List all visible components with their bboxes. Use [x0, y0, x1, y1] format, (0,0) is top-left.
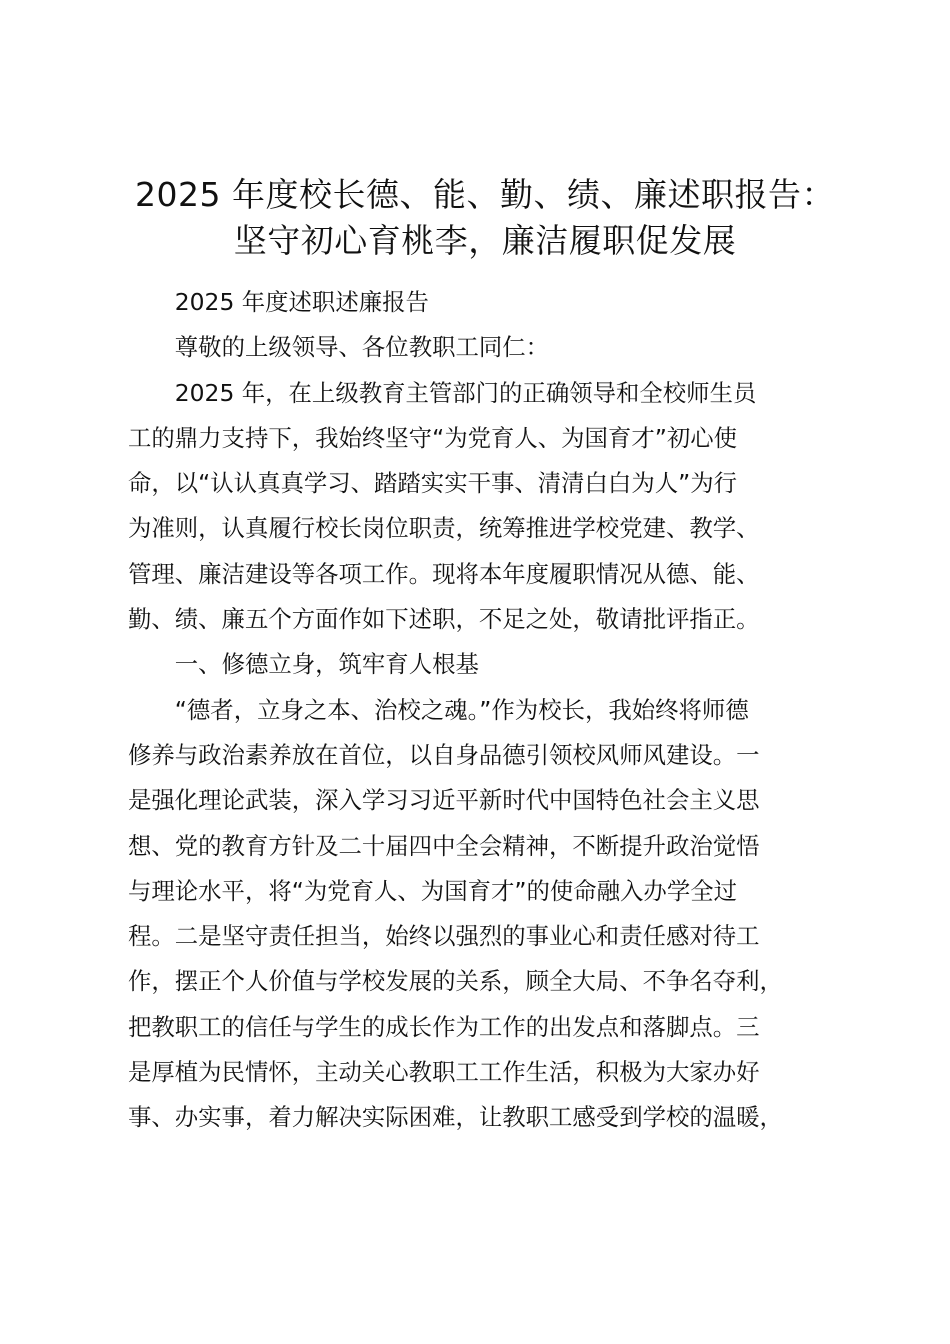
- document-body: [128, 280, 838, 1141]
- title-line-1: 2025 年度校长德、能、勤、绩、廉述职报告：: [135, 175, 835, 214]
- section-line: 修养与政治素养放在首位，以自身品德引领校风师风建设。一: [128, 740, 760, 769]
- intro-line: 勤、绩、廉五个方面作如下述职，不足之处，敬请批评指正。: [128, 605, 760, 634]
- section-line: 是强化理论武装，深入学习习近平新时代中国特色社会主义思: [128, 786, 760, 815]
- salutation: 尊敬的上级领导、各位教职工同仁：: [174, 333, 550, 362]
- intro-line: 工的鼎力支持下，我始终坚守“为党育人、为国育才”初心使: [128, 423, 737, 452]
- title-line-2: 坚守初心育桃李，廉洁履职促发展: [233, 221, 737, 260]
- intro-line: 2025 年，在上级教育主管部门的正确领导和全校师生员: [174, 378, 757, 407]
- section-line: 事、办实事，着力解决实际困难，让教职工感受到学校的温暖，: [128, 1103, 783, 1132]
- section-line: “德者，立身之本、治校之魂。”作为校长，我始终将师德: [174, 695, 749, 724]
- section-line: 作，摆正个人价值与学校发展的关系，顾全大局、不争名夺利，: [128, 967, 783, 996]
- section-line: 程。二是坚守责任担当，始终以强烈的事业心和责任感对待工: [128, 922, 760, 951]
- report-subtitle: 2025 年度述职述廉报告: [174, 288, 429, 316]
- section-heading: 一、修德立身，筑牢育人根基: [174, 650, 479, 679]
- intro-line: 管理、廉洁建设等各项工作。现将本年度履职情况从德、能、: [128, 559, 760, 588]
- intro-paragraph: [128, 371, 838, 643]
- intro-line: 为准则，认真履行校长岗位职责，统筹推进学校党建、教学、: [128, 514, 760, 543]
- document-title: [100, 172, 870, 264]
- section-line: 与理论水平，将“为党育人、为国育才”的使命融入办学全过: [128, 876, 737, 905]
- section-line: 是厚植为民情怀，主动关心教职工工作生活，积极为大家办好: [128, 1058, 760, 1087]
- section-line: 想、党的教育方针及二十届四中全会精神，不断提升政治觉悟: [128, 831, 760, 860]
- section-line: 把教职工的信任与学生的成长作为工作的出发点和落脚点。三: [128, 1012, 760, 1041]
- section-paragraph: [128, 688, 838, 1141]
- intro-line: 命，以“认认真真学习、踏踏实实干事、清清白白为人”为行: [128, 469, 737, 498]
